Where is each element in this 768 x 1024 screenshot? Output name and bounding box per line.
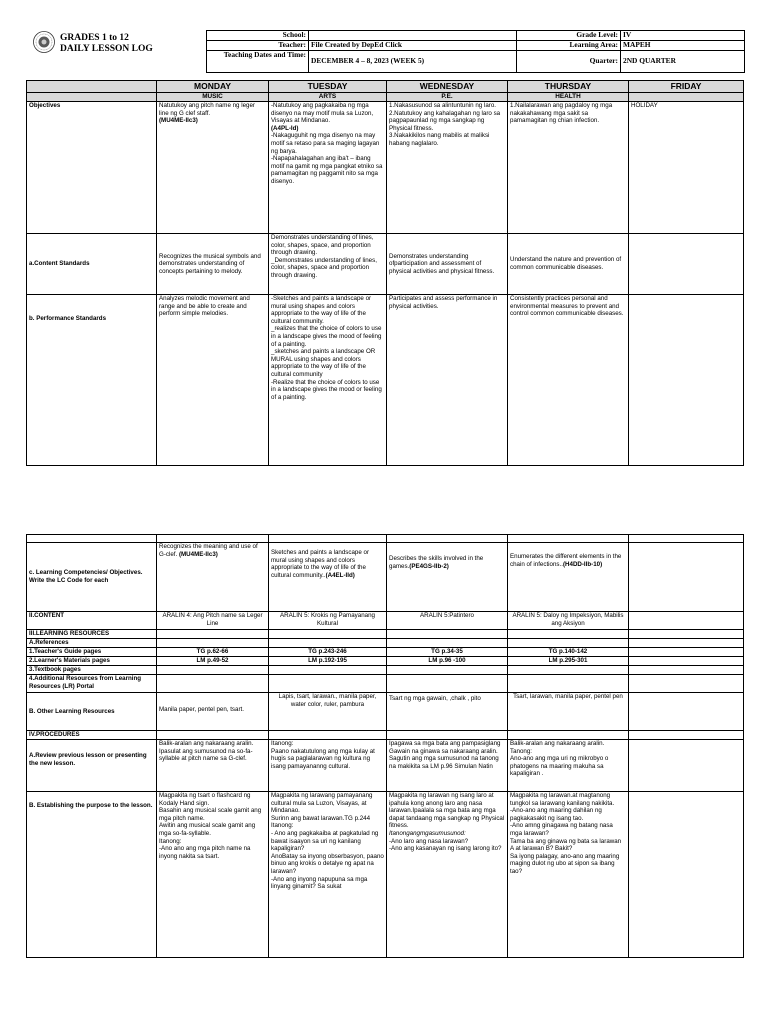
competencies-thursday-text: Enumerates the different elements in the chain of infections..	[510, 553, 622, 568]
purpose-wednesday-text-2: -Ano laro ang nasa larawan? -Ano ang kasanayan ng isang larong ito?	[389, 837, 502, 853]
days-header-row	[27, 81, 744, 93]
tg-friday	[629, 648, 744, 657]
competencies-label: c. Learning Competencies/ Objectives. Write the LC Code for each	[27, 543, 157, 612]
top-blank-3	[269, 535, 387, 543]
competencies-thursday	[508, 543, 629, 612]
lm-thursday: LM p.295-301	[508, 657, 629, 666]
competencies-tuesday-text: Sketches and paints a landscape or mural using shapes and colors appropriate to the way of life of the cultural community..	[271, 549, 370, 579]
top-blank-6	[629, 535, 744, 543]
competencies-monday-code: (MU4ME-IIc3)	[178, 550, 218, 558]
teacher-label: Teacher:	[207, 41, 309, 51]
school-value	[309, 31, 517, 41]
textbook-label: 3.Textbook pages	[27, 666, 157, 675]
content-row	[27, 612, 744, 630]
additional-resources-label: 4.Additional Resources from Learning Resources (LR) Portal	[27, 675, 157, 693]
other-resources-thursday: Tsart, larawan, manila paper, pentel pen	[508, 693, 629, 731]
other-resources-row	[27, 693, 744, 731]
performance-standards-wednesday: Participates and assess performance in physical activities.	[387, 295, 508, 466]
other-resources-wednesday: Tsart ng mga gawain, ,chalk , pito	[387, 693, 508, 731]
learning-resources-label: III.LEARNING RESOURCES	[27, 630, 157, 639]
subject-arts: ARTS	[269, 93, 387, 102]
subject-pe: P.E.	[387, 93, 508, 102]
content-standards-tuesday: Demonstrates understanding of lines, color, shapes, space, and proportion through drawing. _Demonstrates understanding of lines, color, shapes, space and proportion through drawing.	[269, 234, 387, 295]
deped-seal-logo	[33, 31, 55, 53]
other-resources-friday	[629, 693, 744, 731]
purpose-row	[27, 792, 744, 958]
ref-blank-2	[269, 639, 387, 648]
competencies-wednesday	[387, 543, 508, 612]
textbook-row	[27, 666, 744, 675]
competencies-wednesday-code: (PE4GS-IIb-2)	[409, 562, 449, 570]
title-line-2: DAILY LESSON LOG	[60, 44, 153, 54]
review-thursday: Balik-aralan ang nakaraang aralin. Tanong: Ano-ano ang mga uri ng mikrobyo o phatogens na maaring makuha sa kapaligiran .	[508, 740, 629, 792]
competencies-tuesday	[269, 543, 387, 612]
performance-standards-tuesday: -Sketches and paints a landscape or mural using shapes and colors appropriate to the way of life of the cultural community. _realizes that the choice of colors to use in a landscape gives the mood of feeling of a painting. _sketches and paints a landscape OR MURAL using shapes and colors appropriate to the way of life of the cultural community -Realize that the choice of colors to use in a landscape gives the mood or feeling of a painting.	[269, 295, 387, 466]
tg-thursday: TG p.140-142	[508, 648, 629, 657]
content-label: II.CONTENT	[27, 612, 157, 630]
quarter-label: Quarter:	[517, 51, 621, 73]
tg-wednesday: TG p.34-35	[387, 648, 508, 657]
objectives-tuesday-code: (A4PL-Id)	[271, 124, 299, 132]
subject-music: MUSIC	[157, 93, 269, 102]
purpose-wednesday-question-heading: Itanongangmgasumusunod:	[389, 829, 466, 837]
lr-blank-5	[629, 630, 744, 639]
procedures-label: IV.PROCEDURES	[27, 731, 157, 740]
competencies-friday	[629, 543, 744, 612]
review-row	[27, 740, 744, 792]
day-header-thursday: THURSDAY	[508, 81, 629, 93]
proc-blank-4	[508, 731, 629, 740]
tb-blank-5	[629, 666, 744, 675]
day-header-friday: FRIDAY	[629, 81, 744, 93]
title-line-1: GRADES 1 to 12	[60, 33, 129, 43]
content-monday: ARALIN 4: Ang Pitch name sa Leger Line	[157, 612, 269, 630]
top-blank-5	[508, 535, 629, 543]
content-standards-row	[27, 234, 744, 295]
quarter-value: 2ND QUARTER	[621, 51, 745, 73]
day-header-wednesday: WEDNESDAY	[387, 81, 508, 93]
content-tuesday: ARALIN 5: Krokis ng Pamayanang Kultural	[269, 612, 387, 630]
objectives-friday: HOLIDAY	[629, 102, 744, 234]
lr-blank-2	[269, 630, 387, 639]
ar-blank-1	[157, 675, 269, 693]
top-blank-1	[27, 535, 157, 543]
purpose-thursday: Magpakita ng larawan.at magtanong tungkol sa larawang kanilang nakikita. -Ano-ano ang maaring dahilan ng pagkakasakit ng isang tao. -Ano amng ginagawa ng batang nasa mga larawan? Tama ba ang ginawa ng bata sa larawan A at larawan B? Bakit? Sa iyong palagay, ano-ano ang maaring maging dulot ng ubo at sipon sa ibang tao?	[508, 792, 629, 958]
content-wednesday: ARALIN 5:Patintero	[387, 612, 508, 630]
performance-standards-monday: Analyzes melodic movement and range and be able to create and perform simple melodies.	[157, 295, 269, 466]
performance-standards-thursday: Consistently practices personal and environmental measures to prevent and control common communicable diseases.	[508, 295, 629, 466]
learning-area-label: Learning Area:	[517, 41, 621, 51]
competencies-monday	[157, 543, 269, 612]
table-2-top-row	[27, 535, 744, 543]
review-monday: Balik-aralan ang nakaraang aralin. Ipasulat ang sumusunod na so-fa-syllable at pitch name sa G-clef.	[157, 740, 269, 792]
objectives-label: Objectives	[27, 102, 157, 234]
tb-blank-3	[387, 666, 508, 675]
competencies-wednesday-text: Describes the skills involved in the games.	[389, 555, 484, 570]
day-header-tuesday: TUESDAY	[269, 81, 387, 93]
procedures-row	[27, 731, 744, 740]
tb-blank-2	[269, 666, 387, 675]
tg-monday: TG p.62-66	[157, 648, 269, 657]
ar-blank-3	[387, 675, 508, 693]
purpose-monday: Magpakita ng tsart o flashcard ng Kodaly Hand sign. Basahin ang musical scale gamit ang mga pitch name. Awitin ang musical scale gamit ang mga so-fa-syllable. Itanong: -Ano ano ang mga pitch name na inyong nakita sa tsart.	[157, 792, 269, 958]
lr-blank-4	[508, 630, 629, 639]
content-thursday: ARALIN 5: Daloy ng Impeksiyon, Mabilis ang Aksiyon	[508, 612, 629, 630]
additional-resources-row	[27, 675, 744, 693]
ar-blank-5	[629, 675, 744, 693]
day-header-monday: MONDAY	[157, 81, 269, 93]
ref-blank-1	[157, 639, 269, 648]
purpose-wednesday-text: Magpakita ng larawan ng isang laro at ipahula kong anong laro ang nasa larawan.Ipaalala sa mga bata ang mga dapat tandaang mga sangkap ng Physical fitness.	[389, 792, 505, 830]
subjects-row	[27, 93, 744, 102]
lr-blank-3	[387, 630, 508, 639]
purpose-tuesday: Magpakita ng larawang pamayanang cultural mula sa Luzon, Visayas, at Mindanao. Surinn ang bawat larawan.TG p.244 Itanong: - Ano ang pagkakaiba at pagkatulad ng bawat isaayon sa uri ng kanilang kapaligiran? AnoBatay sa inyong obserbasyon, paano binuo ang krokis o detalye ng apat na larawan? -Ano ang inyong napupuna sa mga linyang ginamit? Sa sukat	[269, 792, 387, 958]
review-label: A.Review previous lesson or presenting the new lesson.	[27, 740, 157, 792]
header-info-table	[206, 30, 745, 73]
lm-monday: LM p.49-52	[157, 657, 269, 666]
ref-blank-3	[387, 639, 508, 648]
content-friday	[629, 612, 744, 630]
references-label: A.References	[27, 639, 157, 648]
competencies-tuesday-code: (A4EL-IId)	[325, 571, 355, 579]
review-tuesday: Itanong: Paano nakatutulong ang mga kulay at hugis sa paglalarawan ng kultura ng isang pamayananng cultural.	[269, 740, 387, 792]
document-title	[60, 33, 153, 55]
teachers-guide-label: 1.Teacher's Guide pages	[27, 648, 157, 657]
objectives-monday	[157, 102, 269, 234]
top-blank-4	[387, 535, 508, 543]
school-label: School:	[207, 31, 309, 41]
content-standards-label: a.Content Standards	[27, 234, 157, 295]
learners-materials-row	[27, 657, 744, 666]
other-resources-tuesday: Lapis, tsart, larawan., manila paper, water color, ruler, pambura	[269, 693, 387, 731]
performance-standards-friday	[629, 295, 744, 466]
content-standards-thursday: Understand the nature and prevention of common communicable diseases.	[508, 234, 629, 295]
other-resources-label: B. Other Learning Resources	[27, 693, 157, 731]
learning-resources-row	[27, 630, 744, 639]
competencies-monday-text: Recognizes the meaning and use of G-clef.	[159, 543, 258, 558]
competencies-row	[27, 543, 744, 612]
teaching-dates-value: DECEMBER 4 – 8, 2023 (WEEK 5)	[309, 51, 517, 73]
performance-standards-row	[27, 295, 744, 466]
ref-blank-5	[629, 639, 744, 648]
proc-blank-1	[157, 731, 269, 740]
learning-area-value: MAPEH	[621, 41, 745, 51]
grade-level-value: IV	[621, 31, 745, 41]
purpose-wednesday	[387, 792, 508, 958]
lesson-log-table-2	[26, 534, 744, 958]
ar-blank-2	[269, 675, 387, 693]
lr-blank-1	[157, 630, 269, 639]
content-standards-wednesday: Demonstrates understanding ofparticipation and assessment of physical activities and physical fitness.	[387, 234, 508, 295]
proc-blank-3	[387, 731, 508, 740]
tb-blank-1	[157, 666, 269, 675]
grade-level-label: Grade Level:	[517, 31, 621, 41]
teacher-value: File Created by DepEd Click	[309, 41, 517, 51]
objectives-monday-text: Natutukoy ang pitch name ng leger line ng G clef staff.	[159, 102, 255, 117]
lm-wednesday: LM p.96 -100	[387, 657, 508, 666]
review-friday	[629, 740, 744, 792]
subject-health: HEALTH	[508, 93, 629, 102]
references-row	[27, 639, 744, 648]
objectives-tuesday-text: -Natutukoy ang pagkakaiba ng mga disenyo na may motif mula sa Luzon, Visayas at Mindanao.	[271, 102, 374, 125]
competencies-thursday-code: (H4DD-IIb-10)	[562, 560, 603, 568]
day-header-blank	[27, 81, 157, 93]
purpose-friday	[629, 792, 744, 958]
ref-blank-4	[508, 639, 629, 648]
objectives-tuesday	[269, 102, 387, 234]
content-standards-friday	[629, 234, 744, 295]
lm-friday	[629, 657, 744, 666]
objectives-wednesday: 1.Nakasusunod sa alintuntunin ng laro. 2.Natutukoy ang kahalagahan ng laro sa pagpapaunlad ng mga sangkap ng Physical fitness. 3.Nakakikilos nang mabilis at maliksi habang naglalaro.	[387, 102, 508, 234]
learners-materials-label: 2.Learner's Materials pages	[27, 657, 157, 666]
ar-blank-4	[508, 675, 629, 693]
subject-friday	[629, 93, 744, 102]
other-resources-monday: Manila paper, pentel pen, tsart.	[157, 693, 269, 731]
tg-tuesday: TG p.243-246	[269, 648, 387, 657]
lm-tuesday: LM p.192-195	[269, 657, 387, 666]
top-blank-2	[157, 535, 269, 543]
proc-blank-5	[629, 731, 744, 740]
proc-blank-2	[269, 731, 387, 740]
objectives-thursday: 1.Nailalarawan ang pagdaloy ng mga nakakahawang mga sakit sa pamamagitan ng chian infection.	[508, 102, 629, 234]
review-wednesday: Ipagawa sa mga bata ang pampasiglang Gawain na ginawa sa nakaraang aralin. Sagutin ang mga sumusunod na tanong na makikita sa LM p.96 Simulan Natin	[387, 740, 508, 792]
teaching-dates-label: Teaching Dates and Time:	[207, 51, 309, 73]
objectives-monday-code: (MU4ME-IIc3)	[159, 117, 198, 125]
tb-blank-4	[508, 666, 629, 675]
lesson-log-table-1	[26, 80, 744, 466]
performance-standards-label: b. Performance Standards	[27, 295, 157, 466]
subject-blank	[27, 93, 157, 102]
content-standards-monday: Recognizes the musical symbols and demonstrates understanding of concepts pertaining to melody.	[157, 234, 269, 295]
purpose-label: B. Establishing the purpose to the lesson.	[27, 792, 157, 958]
objectives-row	[27, 102, 744, 234]
teachers-guide-row	[27, 648, 744, 657]
objectives-tuesday-text-2: -Nakaguguhit ng mga disenyo na may motif sa retaso para sa maging lagayan ng barya. -Napapahalagahan ang iba't – ibang motif na gamit ng mga pangkat etniko sa pamamagitan ng paggamit nito sa mga disenyo.	[271, 132, 383, 185]
